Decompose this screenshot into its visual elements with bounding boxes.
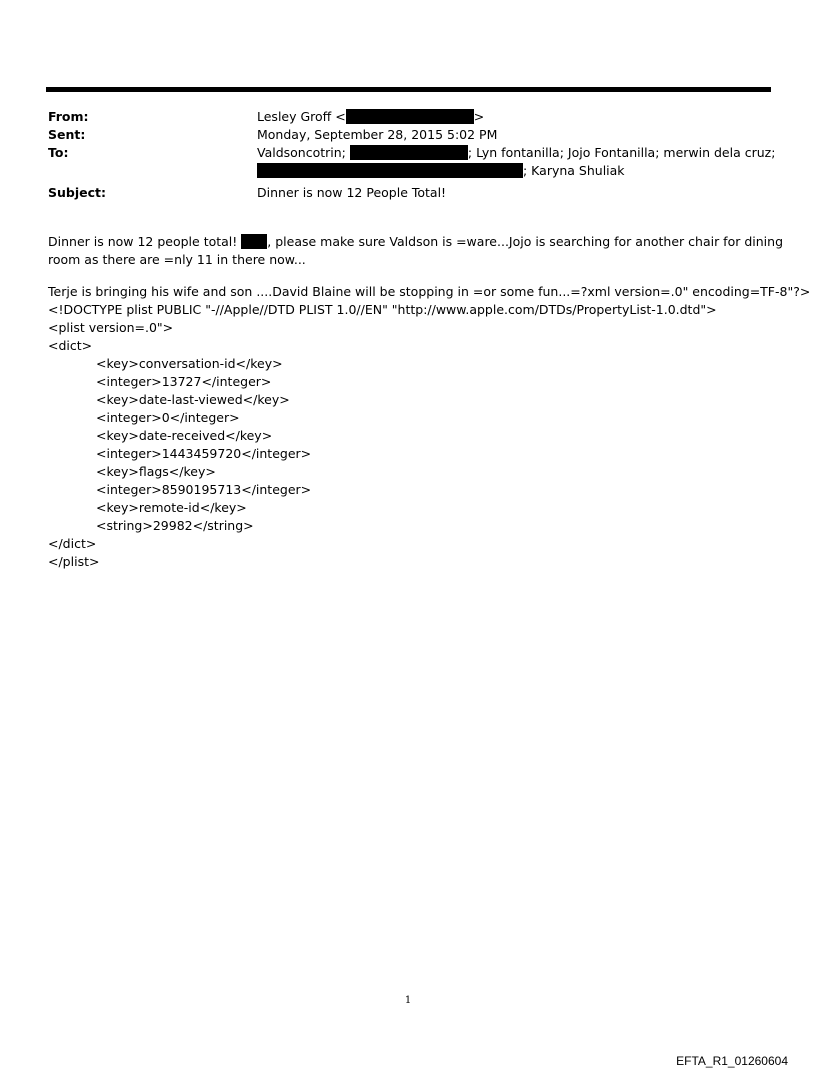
- sent-label: Sent:: [48, 127, 86, 142]
- body-paragraph-2-line-2: <!DOCTYPE plist PUBLIC "-//Apple//DTD PLIST 1.0//EN" "http://www.apple.com/DTDs/PropertyList-1.0.dtd">: [48, 302, 717, 317]
- redaction-box: [350, 145, 468, 160]
- body-text: , please make sure Valdson is =ware...Jojo is searching for another chair for dining: [267, 234, 784, 249]
- dict-open: <dict>: [48, 338, 93, 353]
- from-suffix: >: [473, 109, 485, 124]
- sent-value: Monday, September 28, 2015 5:02 PM: [257, 127, 498, 142]
- body-paragraph-2-line-1: Terje is bringing his wife and son ....David Blaine will be stopping in =or some fun...=?xml version=.0" encoding=TF-8"?>: [48, 284, 811, 299]
- dict-line: <integer>0</integer>: [96, 410, 240, 425]
- dict-line: <key>date-last-viewed</key>: [96, 392, 290, 407]
- dict-line: <key>conversation-id</key>: [96, 356, 283, 371]
- dict-line: <integer>1443459720</integer>: [96, 446, 312, 461]
- redaction-box: [241, 234, 267, 249]
- body-text: Dinner is now 12 people total!: [48, 234, 238, 249]
- document-id: EFTA_R1_01260604: [676, 1054, 788, 1068]
- plist-close: </plist>: [48, 554, 100, 569]
- from-row: [48, 108, 768, 126]
- email-header: [48, 108, 776, 202]
- to-value: [257, 144, 775, 162]
- to-recipients-end: ; Karyna Shuliak: [523, 163, 625, 178]
- top-rule: [46, 87, 771, 92]
- dict-line: <integer>8590195713</integer>: [96, 482, 312, 497]
- redaction-box: [346, 109, 474, 124]
- to-row-continued: [48, 162, 768, 180]
- to-row: [48, 144, 776, 162]
- dict-line: <key>remote-id</key>: [96, 500, 247, 515]
- subject-row: [48, 184, 768, 202]
- body-paragraph-1-line-1: [48, 233, 784, 251]
- body-paragraph-1-line-2: room as there are =nly 11 in there now...: [48, 252, 306, 267]
- dict-line: <key>date-received</key>: [96, 428, 273, 443]
- from-value: [257, 108, 768, 126]
- dict-line: <integer>13727</integer>: [96, 374, 272, 389]
- from-label: From:: [48, 109, 89, 124]
- sent-row: [48, 126, 768, 144]
- dict-line: <string>29982</string>: [96, 518, 254, 533]
- page-number: 1: [404, 995, 412, 1006]
- to-recipients: ; Lyn fontanilla; Jojo Fontanilla; merwin dela cruz;: [467, 145, 776, 160]
- to-value-continued: [257, 162, 768, 180]
- redaction-box: [257, 163, 523, 178]
- subject-value: Dinner is now 12 People Total!: [257, 185, 447, 200]
- to-label: To:: [48, 145, 69, 160]
- subject-label: Subject:: [48, 185, 106, 200]
- dict-line: <key>flags</key>: [96, 464, 216, 479]
- to-recipient: Valdsoncotrin;: [257, 145, 346, 160]
- email-body: [48, 233, 811, 571]
- from-name: Lesley Groff <: [257, 109, 346, 124]
- plist-open: <plist version=.0">: [48, 320, 174, 335]
- dict-close: </dict>: [48, 536, 97, 551]
